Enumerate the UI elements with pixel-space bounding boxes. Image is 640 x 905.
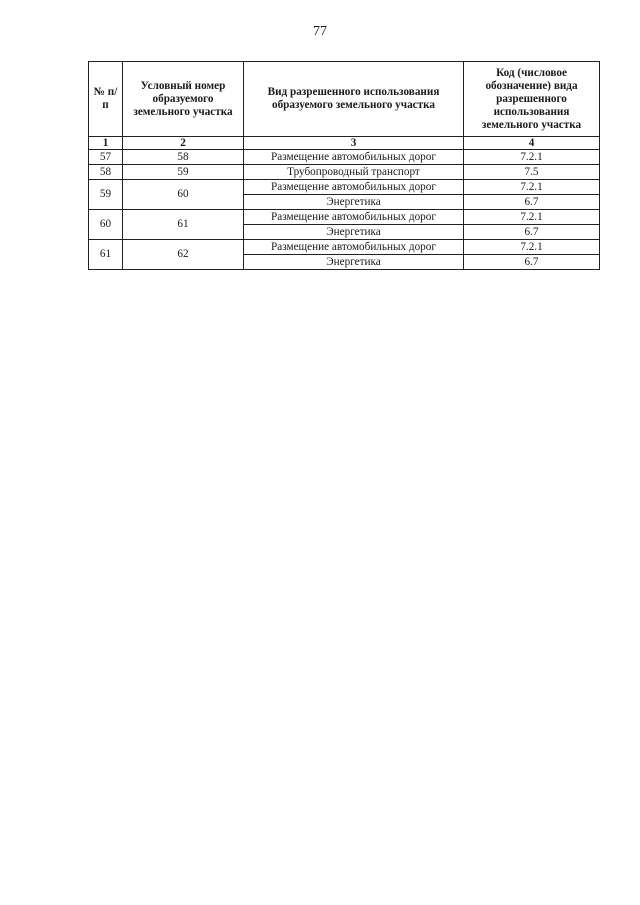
plot-number-cell: 58 [123,150,244,165]
use-type-cell: Размещение автомобильных дорог [244,180,464,195]
column-number-row [89,137,600,150]
use-code-cell: 6.7 [464,255,600,270]
row-number-cell: 57 [89,150,123,165]
plot-number-cell: 61 [123,210,244,240]
use-code-cell: 6.7 [464,195,600,210]
use-type-cell: Энергетика [244,195,464,210]
header-plot-number: Условный номер образуемого земельного участка [123,62,244,137]
use-type-cell: Энергетика [244,255,464,270]
table-row [89,180,600,195]
page-number: 77 [313,24,327,39]
use-type-cell: Размещение автомобильных дорог [244,210,464,225]
use-code-cell: 7.2.1 [464,150,600,165]
table-body [89,137,600,270]
use-code-cell: 7.5 [464,165,600,180]
row-number-cell: 60 [89,210,123,240]
row-number-cell: 59 [89,180,123,210]
table-row [89,240,600,255]
column-number: 4 [464,137,600,150]
use-type-cell: Трубопроводный транспорт [244,165,464,180]
use-type-cell: Размещение автомобильных дорог [244,240,464,255]
land-use-table [88,61,600,270]
header-use-code: Код (числовое обозначение) вида разрешенного использования земельного участка [464,62,600,137]
plot-number-cell: 62 [123,240,244,270]
header-use-type: Вид разрешенного использования образуемого земельного участка [244,62,464,137]
use-code-cell: 7.2.1 [464,180,600,195]
use-code-cell: 7.2.1 [464,210,600,225]
table-row [89,165,600,180]
row-number-cell: 61 [89,240,123,270]
header-row [89,62,600,137]
column-number: 3 [244,137,464,150]
use-code-cell: 7.2.1 [464,240,600,255]
column-number: 1 [89,137,123,150]
column-number: 2 [123,137,244,150]
plot-number-cell: 60 [123,180,244,210]
use-type-cell: Энергетика [244,225,464,240]
table-row [89,210,600,225]
header-number: № п/п [89,62,123,137]
row-number-cell: 58 [89,165,123,180]
plot-number-cell: 59 [123,165,244,180]
use-code-cell: 6.7 [464,225,600,240]
table-row [89,150,600,165]
use-type-cell: Размещение автомобильных дорог [244,150,464,165]
